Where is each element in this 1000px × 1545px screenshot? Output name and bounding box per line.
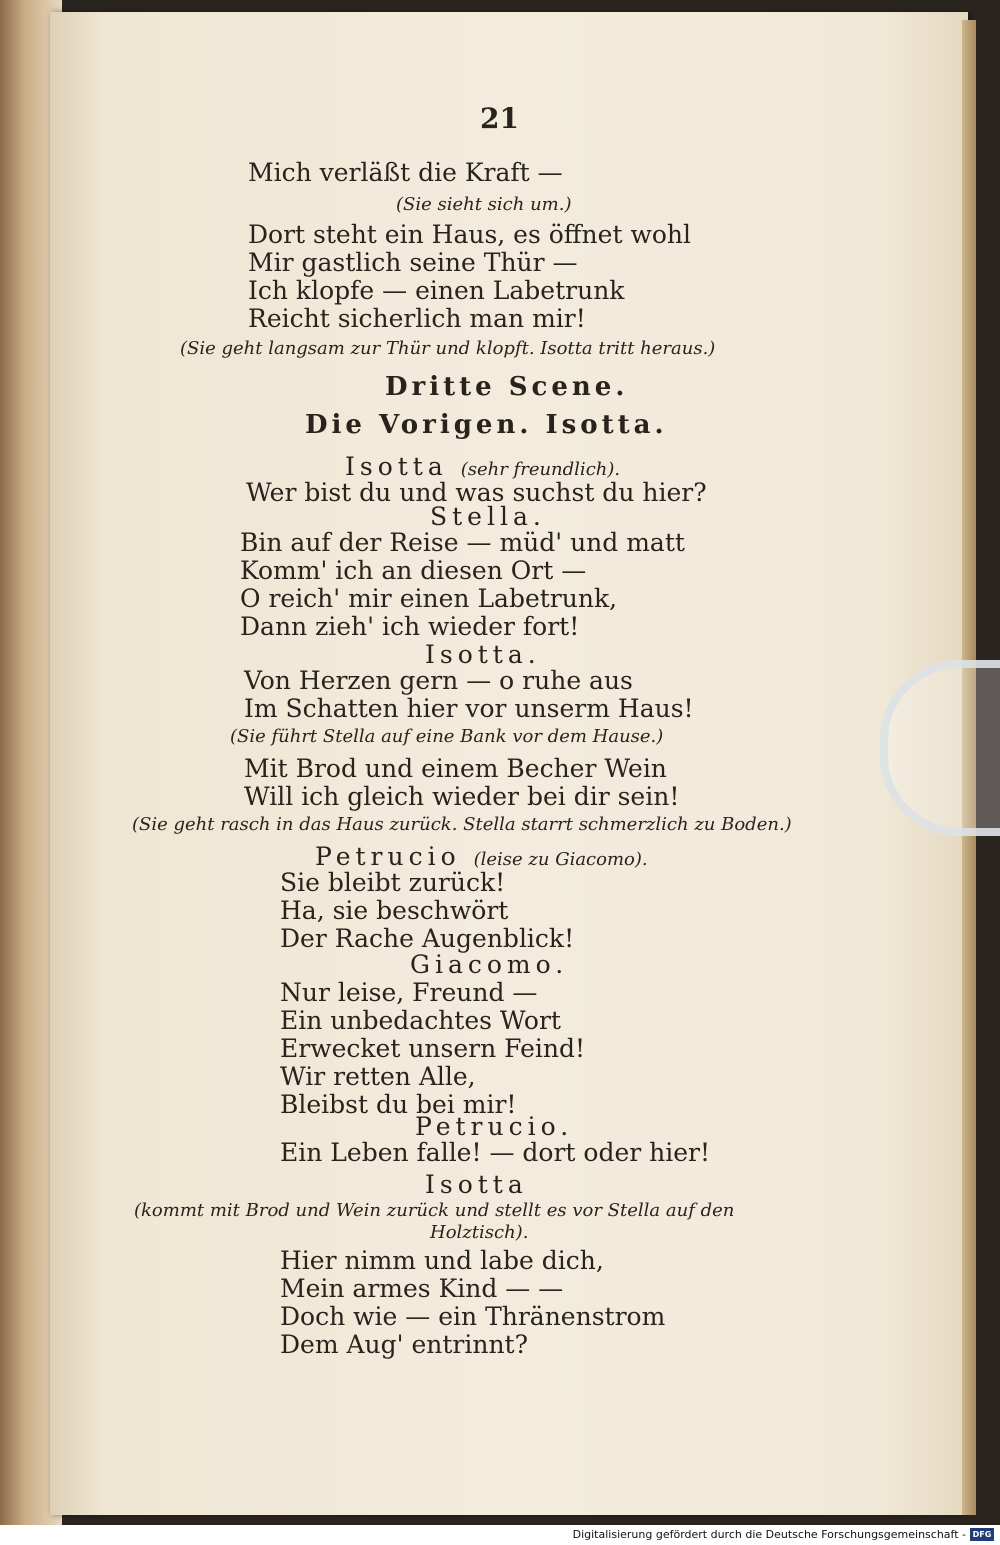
speaker-label: Petrucio (315, 842, 461, 871)
speaker-name (345, 452, 620, 481)
verse-line: Ein unbedachtes Wort (280, 1006, 561, 1035)
verse-line: Wir retten Alle, (280, 1062, 476, 1091)
stage-direction: (Sie geht langsam zur Thür und klopft. Isotta tritt heraus.) (180, 338, 716, 359)
verse-line: Ich klopfe — einen Labetrunk (248, 276, 625, 305)
footer-bar (0, 1525, 1000, 1545)
verse-line: Dort steht ein Haus, es öffnet wohl (248, 220, 691, 249)
verse-line: Der Rache Augenblick! (280, 924, 575, 953)
speaker-label: Isotta (345, 452, 448, 481)
verse-line: Komm' ich an diesen Ort — (240, 556, 587, 585)
verse-line: Doch wie — ein Thränenstrom (280, 1302, 666, 1331)
verse-line: Sie bleibt zurück! (280, 868, 506, 897)
stage-direction: (Sie sieht sich um.) (396, 194, 572, 215)
verse-line: Mein armes Kind — — (280, 1274, 564, 1303)
funding-notice: Digitalisierung gefördert durch die Deutsche Forschungsgemeinschaft - (572, 1528, 966, 1541)
stage-direction: Holztisch). (430, 1222, 529, 1243)
verse-line: Mir gastlich seine Thür — (248, 248, 578, 277)
verse-line: Von Herzen gern — o ruhe aus (244, 666, 633, 695)
speaker-name: Isotta. (425, 640, 541, 669)
verse-line: Ha, sie beschwört (280, 896, 509, 925)
speaker-direction: (sehr freundlich). (460, 459, 621, 480)
stage-direction: (Sie führt Stella auf eine Bank vor dem Hause.) (230, 726, 664, 747)
stage-direction: (kommt mit Brod und Wein zurück und stellt es vor Stella auf den (134, 1200, 735, 1221)
verse-line: Wer bist du und was suchst du hier? (246, 478, 707, 507)
verse-line: Mit Brod und einem Becher Wein (244, 754, 667, 783)
verse-line: Dann zieh' ich wieder fort! (240, 612, 580, 641)
scene-heading: Dritte Scene. (385, 372, 629, 402)
verse-line: Mich verläßt die Kraft — (248, 158, 563, 187)
speaker-name: Giacomo. (410, 950, 569, 979)
verse-line: O reich' mir einen Labetrunk, (240, 584, 618, 613)
verse-line: Dem Aug' entrinnt? (280, 1330, 529, 1359)
speaker-name (315, 842, 648, 871)
speaker-name: Petrucio. (415, 1112, 574, 1141)
verse-line: Bleibst du bei mir! (280, 1090, 517, 1119)
speaker-name: Isotta (425, 1170, 528, 1199)
stage-direction: (Sie geht rasch in das Haus zurück. Stella starrt schmerzlich zu Boden.) (132, 814, 792, 835)
verse-line: Bin auf der Reise — müd' und matt (240, 528, 685, 557)
dfg-logo: DFG (970, 1528, 994, 1541)
scene-characters: Die Vorigen. Isotta. (305, 410, 668, 440)
speaker-name: Stella. (430, 502, 546, 531)
page-number: 21 (480, 102, 519, 135)
verse-line: Im Schatten hier vor unserm Haus! (244, 694, 694, 723)
verse-line: Will ich gleich wieder bei dir sein! (244, 782, 680, 811)
speaker-direction: (leise zu Giacomo). (473, 849, 648, 870)
verse-line: Hier nimm und labe dich, (280, 1246, 604, 1275)
verse-line: Reicht sicherlich man mir! (248, 304, 586, 333)
verse-line: Nur leise, Freund — (280, 978, 538, 1007)
verse-line: Ein Leben falle! — dort oder hier! (280, 1138, 711, 1167)
verse-line: Erwecket unsern Feind! (280, 1034, 586, 1063)
